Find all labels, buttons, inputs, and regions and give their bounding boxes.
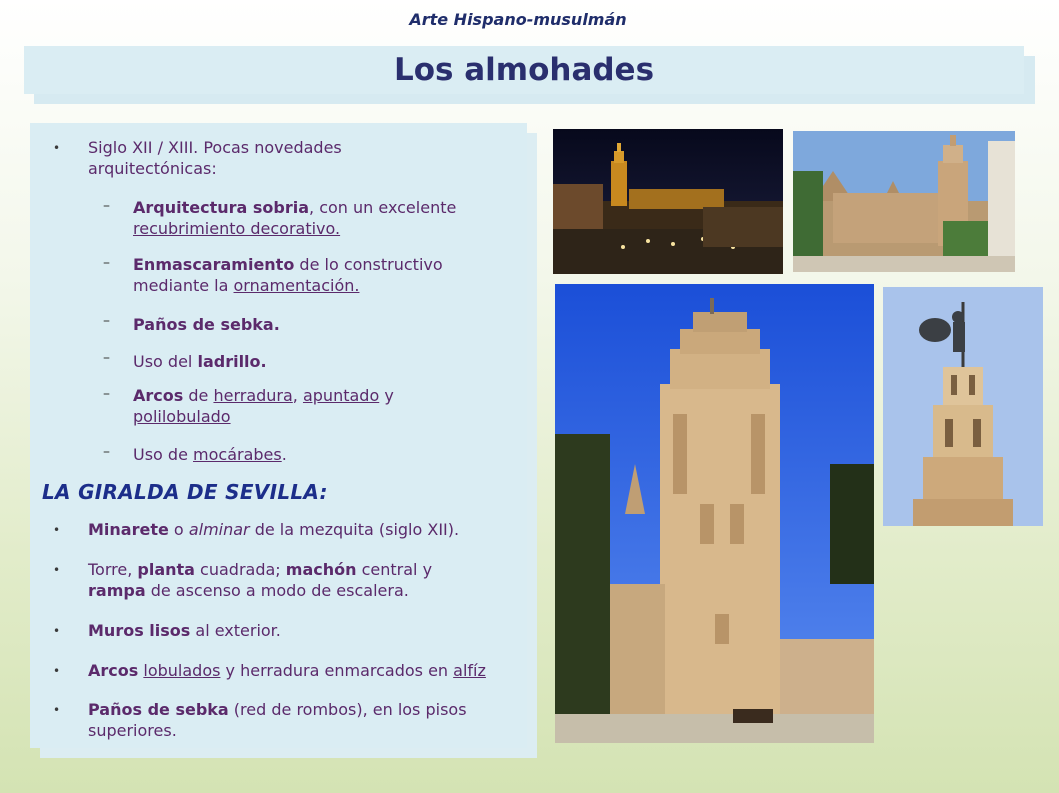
sub-item-4-pre: Uso del (133, 352, 198, 371)
intro-line-1: Siglo XII / XIII. Pocas novedades (88, 138, 342, 157)
sub-item-4 (133, 351, 267, 372)
intro-line-2: arquitectónicas: (88, 159, 217, 178)
section-heading: LA GIRALDA DE SEVILLA: (42, 480, 328, 504)
recubrimiento-link[interactable]: recubrimiento decorativo. (133, 219, 341, 238)
sub-item-4-bold: ladrillo. (197, 352, 267, 371)
photo-giralda-night (553, 129, 783, 274)
giralda-item-2-bold: rampa (88, 581, 146, 600)
sub-item-3 (133, 314, 280, 335)
sub-item-2-rest: de lo constructivo (294, 255, 443, 274)
sub-item-5-text: , (292, 386, 303, 405)
giralda-item-2-text: cuadrada; (194, 560, 286, 579)
mocarabes-link[interactable]: mocárabes (193, 445, 282, 464)
giralda-item-1-text: de la mezquita (siglo XII). (249, 520, 460, 539)
sub-item-6-post: . (281, 445, 287, 464)
bullet-marker: • (53, 563, 61, 577)
intro-text (88, 137, 342, 179)
dash-marker: – (103, 444, 110, 460)
sub-item-2-bold: Enmascaramiento (133, 255, 295, 274)
sub-item-1-rest: , con un excelente (309, 198, 457, 217)
herradura-link[interactable]: herradura (213, 386, 293, 405)
presentation-header: Arte Hispano-musulmán (409, 10, 627, 29)
giralda-item-3-bold: Muros lisos (88, 621, 191, 640)
bullet-marker: • (53, 141, 61, 155)
apuntado-link[interactable]: apuntado (302, 386, 380, 405)
bullet-marker: • (53, 703, 61, 717)
polilobulado-link[interactable]: polilobulado (133, 407, 231, 426)
bullet-marker: • (53, 523, 61, 537)
bullet-marker: • (53, 624, 61, 638)
sub-item-5 (133, 385, 394, 427)
giralda-item-4-text: y herradura enmarcados en (220, 661, 454, 680)
giralda-item-5-text: superiores. (88, 721, 177, 740)
ornamentacion-link[interactable]: ornamentación. (233, 276, 360, 295)
giralda-item-4 (88, 660, 486, 681)
giralda-item-2-text: de ascenso a modo de escalera. (145, 581, 409, 600)
sub-item-5-text: y (379, 386, 394, 405)
giralda-item-4-bold: Arcos (88, 661, 139, 680)
photo-giralda-tower (555, 284, 874, 743)
giralda-item-5 (88, 699, 467, 741)
giralda-item-2-text: central y (356, 560, 433, 579)
dash-marker: – (103, 255, 110, 271)
giralda-item-2 (88, 559, 432, 601)
slide-title: Los almohades (393, 52, 655, 88)
giralda-item-5-bold: Paños de sebka (88, 700, 229, 719)
photo-cathedral-exterior (793, 131, 1015, 272)
dash-marker: – (103, 386, 110, 402)
giralda-item-3 (88, 620, 281, 641)
dash-marker: – (103, 198, 110, 214)
sub-item-2-line2: mediante la (133, 276, 234, 295)
giralda-item-1-text: o (168, 520, 189, 539)
lobulados-link[interactable]: lobulados (143, 661, 221, 680)
sub-item-5-text: de (183, 386, 214, 405)
sub-item-6-pre: Uso de (133, 445, 194, 464)
giralda-item-3-text: al exterior. (190, 621, 281, 640)
sub-item-2 (133, 254, 443, 296)
giralda-item-5-text: (red de rombos), en los pisos (228, 700, 467, 719)
sub-item-1 (133, 197, 456, 239)
sub-item-6 (133, 444, 287, 465)
sub-item-3-bold: Paños de sebka. (133, 315, 280, 334)
bullet-marker: • (53, 664, 61, 678)
photo-giraldillo (883, 287, 1043, 526)
dash-marker: – (103, 350, 110, 366)
dash-marker: – (103, 313, 110, 329)
sub-item-5-bold: Arcos (133, 386, 184, 405)
giralda-item-2-bold: planta (137, 560, 195, 579)
giralda-item-2-bold: machón (285, 560, 357, 579)
giralda-item-2-text: Torre, (88, 560, 138, 579)
alfiz-link[interactable]: alfíz (453, 661, 486, 680)
giralda-item-1-bold: Minarete (88, 520, 169, 539)
title-bar (24, 46, 1024, 94)
giralda-item-1-italic: alminar (188, 520, 250, 539)
sub-item-1-bold: Arquitectura sobria (133, 198, 310, 217)
giralda-item-1 (88, 519, 459, 540)
